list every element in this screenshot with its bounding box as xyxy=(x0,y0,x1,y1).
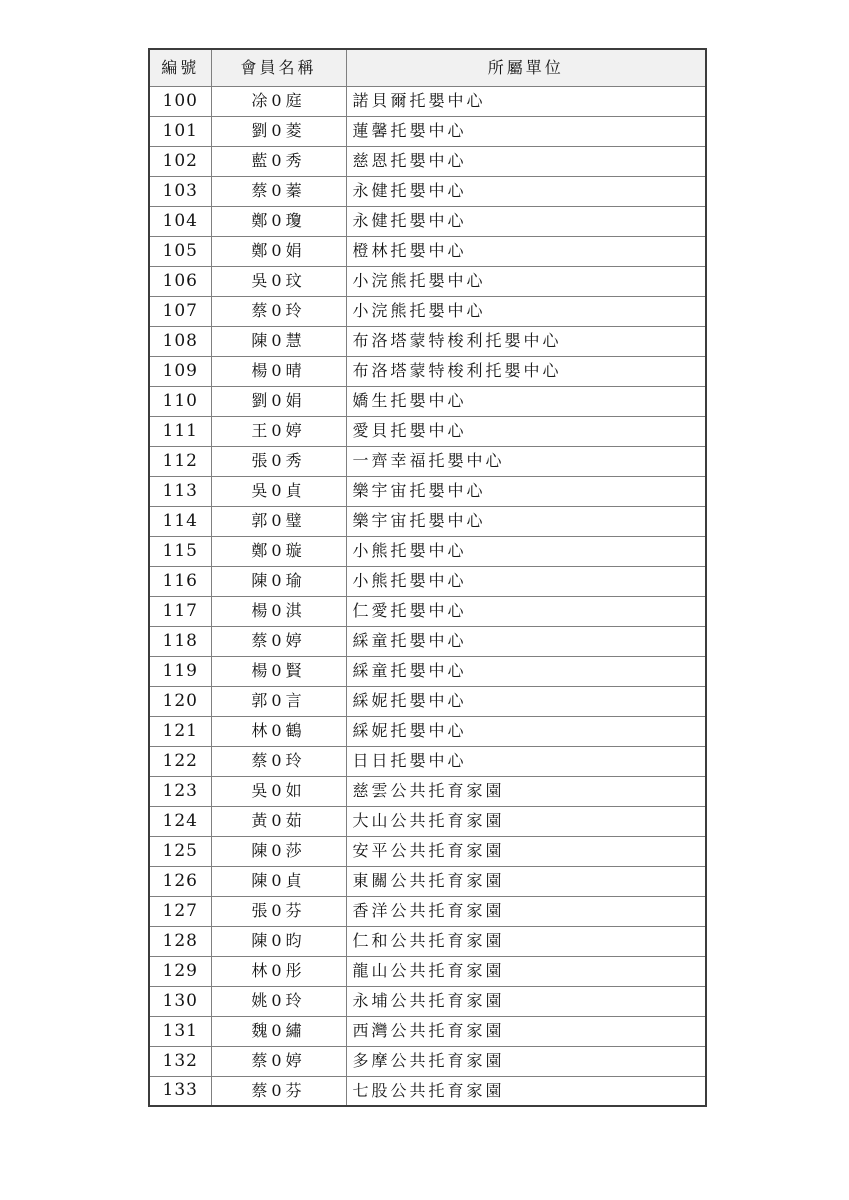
row-number-cell: 131 xyxy=(149,1016,211,1046)
unit-cell: 小浣熊托嬰中心 xyxy=(346,296,706,326)
unit-cell: 綵妮托嬰中心 xyxy=(346,716,706,746)
unit-cell: 仁和公共托育家園 xyxy=(346,926,706,956)
table-row xyxy=(149,1046,706,1076)
unit-cell: 蓮馨托嬰中心 xyxy=(346,116,706,146)
table-row xyxy=(149,626,706,656)
member-name-cell: 吳0玟 xyxy=(211,266,346,296)
row-number-cell: 101 xyxy=(149,116,211,146)
row-number-cell: 121 xyxy=(149,716,211,746)
unit-cell: 小浣熊托嬰中心 xyxy=(346,266,706,296)
unit-cell: 綵童托嬰中心 xyxy=(346,626,706,656)
member-name-cell: 蔡0婷 xyxy=(211,626,346,656)
row-number-cell: 122 xyxy=(149,746,211,776)
unit-cell: 布洛塔蒙特梭利托嬰中心 xyxy=(346,356,706,386)
unit-cell: 一齊幸福托嬰中心 xyxy=(346,446,706,476)
member-name-cell: 蔡0婷 xyxy=(211,1046,346,1076)
table-row xyxy=(149,596,706,626)
table-row xyxy=(149,956,706,986)
row-number-cell: 102 xyxy=(149,146,211,176)
member-name-cell: 郭0言 xyxy=(211,686,346,716)
row-number-cell: 128 xyxy=(149,926,211,956)
member-name-cell: 蔡0蓁 xyxy=(211,176,346,206)
table-row xyxy=(149,476,706,506)
unit-cell: 日日托嬰中心 xyxy=(346,746,706,776)
unit-cell: 東關公共托育家園 xyxy=(346,866,706,896)
unit-cell: 小熊托嬰中心 xyxy=(346,566,706,596)
unit-cell: 愛貝托嬰中心 xyxy=(346,416,706,446)
row-number-cell: 120 xyxy=(149,686,211,716)
table-row xyxy=(149,1076,706,1106)
unit-cell: 諾貝爾托嬰中心 xyxy=(346,86,706,116)
member-name-cell: 陳0貞 xyxy=(211,866,346,896)
member-name-cell: 蔡0玲 xyxy=(211,746,346,776)
table-row xyxy=(149,296,706,326)
member-name-cell: 鄭0瓊 xyxy=(211,206,346,236)
member-name-cell: 楊0淇 xyxy=(211,596,346,626)
unit-cell: 嬌生托嬰中心 xyxy=(346,386,706,416)
unit-cell: 仁愛托嬰中心 xyxy=(346,596,706,626)
member-name-cell: 楊0晴 xyxy=(211,356,346,386)
table-row xyxy=(149,896,706,926)
member-name-cell: 陳0慧 xyxy=(211,326,346,356)
unit-cell: 慈恩托嬰中心 xyxy=(346,146,706,176)
table-row xyxy=(149,716,706,746)
member-name-cell: 陳0莎 xyxy=(211,836,346,866)
unit-cell: 香洋公共托育家園 xyxy=(346,896,706,926)
table-row xyxy=(149,866,706,896)
member-name-cell: 楊0賢 xyxy=(211,656,346,686)
table-row xyxy=(149,506,706,536)
table-row xyxy=(149,146,706,176)
table-row xyxy=(149,386,706,416)
unit-cell: 安平公共托育家園 xyxy=(346,836,706,866)
table-body xyxy=(149,86,706,1106)
row-number-cell: 104 xyxy=(149,206,211,236)
unit-cell: 樂宇宙托嬰中心 xyxy=(346,476,706,506)
unit-cell: 七股公共托育家園 xyxy=(346,1076,706,1106)
row-number-cell: 109 xyxy=(149,356,211,386)
row-number-cell: 100 xyxy=(149,86,211,116)
row-number-cell: 103 xyxy=(149,176,211,206)
member-name-cell: 吳0如 xyxy=(211,776,346,806)
member-name-cell: 藍0秀 xyxy=(211,146,346,176)
unit-cell: 龍山公共托育家園 xyxy=(346,956,706,986)
row-number-cell: 125 xyxy=(149,836,211,866)
unit-cell: 慈雲公共托育家園 xyxy=(346,776,706,806)
member-name-cell: 郭0璧 xyxy=(211,506,346,536)
table-row xyxy=(149,326,706,356)
row-number-cell: 123 xyxy=(149,776,211,806)
unit-cell: 布洛塔蒙特梭利托嬰中心 xyxy=(346,326,706,356)
member-name-cell: 黃0茹 xyxy=(211,806,346,836)
table-row xyxy=(149,176,706,206)
table-row xyxy=(149,656,706,686)
row-number-cell: 126 xyxy=(149,866,211,896)
table-row xyxy=(149,986,706,1016)
unit-cell: 綵妮托嬰中心 xyxy=(346,686,706,716)
table-row xyxy=(149,446,706,476)
table-row xyxy=(149,236,706,266)
row-number-cell: 112 xyxy=(149,446,211,476)
row-number-cell: 130 xyxy=(149,986,211,1016)
row-number-cell: 132 xyxy=(149,1046,211,1076)
member-name-cell: 鄭0娟 xyxy=(211,236,346,266)
table-row xyxy=(149,776,706,806)
row-number-cell: 133 xyxy=(149,1076,211,1106)
table-row xyxy=(149,746,706,776)
table-row xyxy=(149,206,706,236)
row-number-cell: 118 xyxy=(149,626,211,656)
member-name-cell: 吳0貞 xyxy=(211,476,346,506)
row-number-cell: 114 xyxy=(149,506,211,536)
member-name-cell: 劉0菱 xyxy=(211,116,346,146)
member-name-cell: 魏0繡 xyxy=(211,1016,346,1046)
row-number-cell: 106 xyxy=(149,266,211,296)
table-row xyxy=(149,116,706,146)
row-number-cell: 119 xyxy=(149,656,211,686)
member-name-cell: 林0彤 xyxy=(211,956,346,986)
table-row xyxy=(149,686,706,716)
unit-cell: 大山公共托育家園 xyxy=(346,806,706,836)
row-number-cell: 113 xyxy=(149,476,211,506)
row-number-cell: 129 xyxy=(149,956,211,986)
member-name-cell: 王0婷 xyxy=(211,416,346,446)
unit-cell: 小熊托嬰中心 xyxy=(346,536,706,566)
unit-cell: 永健托嬰中心 xyxy=(346,176,706,206)
table-row xyxy=(149,536,706,566)
table-row xyxy=(149,806,706,836)
row-number-cell: 111 xyxy=(149,416,211,446)
header-cell-unit: 所屬單位 xyxy=(346,49,706,86)
member-table xyxy=(148,48,707,1107)
table-row xyxy=(149,566,706,596)
unit-cell: 永埔公共托育家園 xyxy=(346,986,706,1016)
row-number-cell: 124 xyxy=(149,806,211,836)
member-name-cell: 鄭0璇 xyxy=(211,536,346,566)
unit-cell: 橙林托嬰中心 xyxy=(346,236,706,266)
member-name-cell: 劉0娟 xyxy=(211,386,346,416)
row-number-cell: 127 xyxy=(149,896,211,926)
member-name-cell: 姚0玲 xyxy=(211,986,346,1016)
row-number-cell: 117 xyxy=(149,596,211,626)
member-name-cell: 蔡0玲 xyxy=(211,296,346,326)
row-number-cell: 115 xyxy=(149,536,211,566)
member-name-cell: 凃0庭 xyxy=(211,86,346,116)
unit-cell: 永健托嬰中心 xyxy=(346,206,706,236)
table-row xyxy=(149,1016,706,1046)
table-row xyxy=(149,86,706,116)
header-cell-number: 編號 xyxy=(149,49,211,86)
member-name-cell: 陳0昀 xyxy=(211,926,346,956)
row-number-cell: 107 xyxy=(149,296,211,326)
table-row xyxy=(149,836,706,866)
member-name-cell: 張0秀 xyxy=(211,446,346,476)
unit-cell: 多摩公共托育家園 xyxy=(346,1046,706,1076)
member-name-cell: 陳0瑜 xyxy=(211,566,346,596)
header-cell-member-name: 會員名稱 xyxy=(211,49,346,86)
unit-cell: 綵童托嬰中心 xyxy=(346,656,706,686)
row-number-cell: 108 xyxy=(149,326,211,356)
unit-cell: 西灣公共托育家園 xyxy=(346,1016,706,1046)
table-row xyxy=(149,416,706,446)
table-row xyxy=(149,926,706,956)
table-row xyxy=(149,266,706,296)
unit-cell: 樂宇宙托嬰中心 xyxy=(346,506,706,536)
row-number-cell: 116 xyxy=(149,566,211,596)
table-row xyxy=(149,356,706,386)
row-number-cell: 110 xyxy=(149,386,211,416)
member-name-cell: 張0芬 xyxy=(211,896,346,926)
row-number-cell: 105 xyxy=(149,236,211,266)
member-name-cell: 蔡0芬 xyxy=(211,1076,346,1106)
table-header-row xyxy=(149,49,706,86)
member-name-cell: 林0鶴 xyxy=(211,716,346,746)
